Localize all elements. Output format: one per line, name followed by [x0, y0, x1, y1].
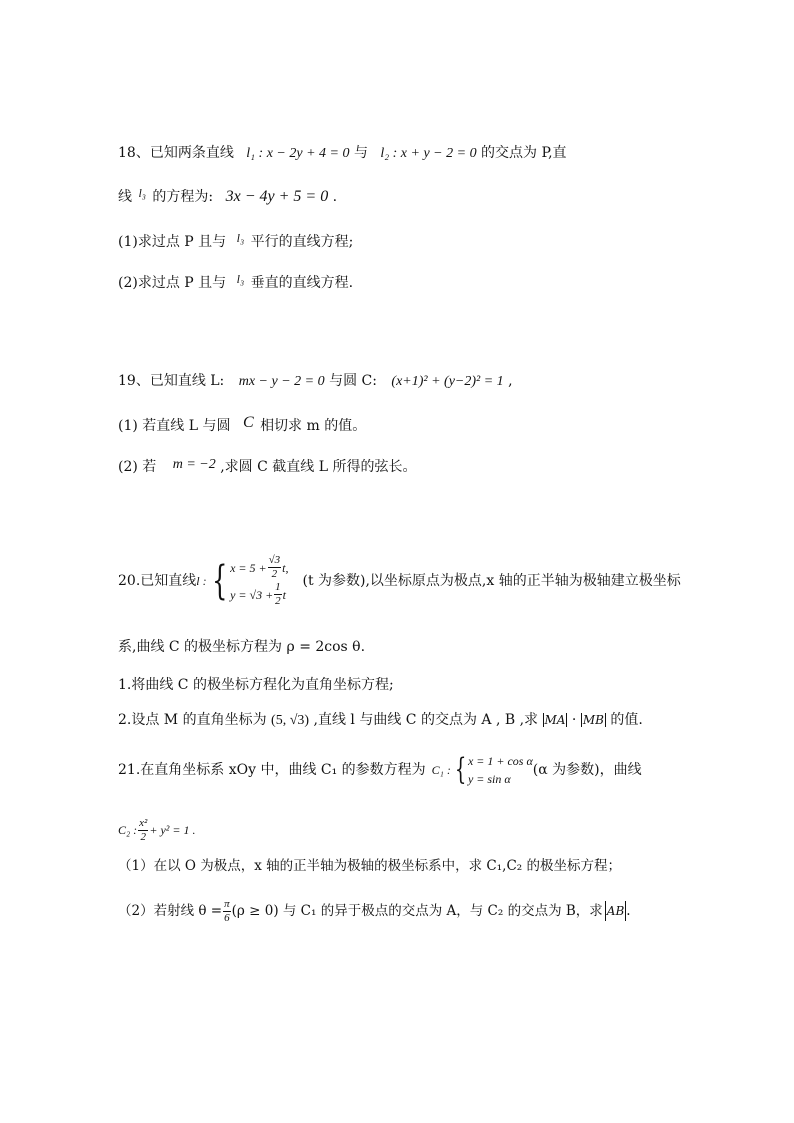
q18-p1-a: (1)求过点 P 且与: [118, 234, 227, 250]
q20-part-2: [118, 710, 643, 731]
q20-eq1-num: √3: [268, 554, 281, 566]
q21-equations: [468, 752, 533, 788]
q21-p2-a: （2）若射线 θ =: [118, 903, 223, 919]
q18-p2-b: 垂直的直线方程.: [250, 275, 354, 291]
q20-equations: [230, 554, 288, 608]
q20-eq1-den: 2: [271, 568, 278, 580]
q18-p1-l3: l₃: [236, 231, 245, 245]
q20-param-text: (t 为参数),以坐标原点为极点,x 轴的正半轴为极轴建立极坐标: [302, 573, 681, 589]
q21-part-1: [118, 856, 621, 876]
q18-l2-equation: l₂ : x + y − 2 = 0: [380, 146, 477, 161]
q20-p1: 1.将曲线 C 的极坐标方程化为直角坐标方程;: [118, 677, 394, 693]
q21-part-2: [118, 893, 631, 929]
q19-end: ,: [508, 373, 513, 389]
q21-c2-num: x²: [139, 816, 148, 829]
q20-l-label: l :: [196, 574, 207, 588]
q21-intro: 21.在直角坐标系 xOy 中，曲线 C₁ 的参数方程为: [118, 762, 426, 778]
q21-line-2: [118, 812, 195, 848]
q21-line-1: [118, 748, 642, 792]
q21-p2-ab: AB: [605, 901, 626, 921]
q20-p2-ma: MA: [544, 713, 566, 727]
q19-line-1: [118, 371, 513, 392]
q18-line2-b: 的方程为:: [152, 189, 214, 205]
q18-intro: 18、已知两条直线: [118, 145, 234, 161]
q18-line2-end: .: [332, 189, 338, 205]
q21-param-text: (α 为参数)，曲线: [532, 762, 642, 778]
q19-p1-c: C: [242, 414, 254, 431]
q18-p2-l3: l₃: [236, 272, 245, 286]
q20-part-1: [118, 675, 394, 695]
q21-brace: {: [454, 752, 467, 787]
q21-p1: （1）在以 O 为极点，x 轴的正半轴为极轴的极坐标系中，求 C₁,C₂ 的极坐标方程；: [118, 858, 621, 874]
q19-circle-equation: (x+1)² + (y−2)² = 1: [391, 374, 504, 389]
q20-p2-a: 2.设点 M 的直角坐标为: [118, 712, 267, 728]
q21-p2-fraction: [223, 898, 231, 925]
q20-eq-y: [230, 581, 288, 608]
q19-part-2: [118, 455, 416, 477]
q20-p2-b: ,直线 l 与曲线 C 的交点为 A , B ,求: [313, 712, 539, 728]
q19-part-1: [118, 413, 366, 436]
q18-line-1: [118, 143, 567, 164]
q20-eq-x: [230, 554, 288, 581]
q21-c1-label: C₁ :: [431, 763, 451, 777]
q20-eq2-fraction: [274, 581, 282, 608]
q20-eq2-den: 2: [275, 595, 281, 607]
q19-p1-b: 相切求 m 的值。: [260, 418, 367, 434]
q18-with: 与: [353, 145, 368, 161]
q20-eq2-num: 1: [275, 581, 281, 593]
q18-p2-a: (2)求过点 P 且与: [118, 275, 227, 291]
q21-p2-den: 6: [224, 911, 230, 924]
q19-with: 与圆 C:: [329, 373, 377, 389]
q18-p1-b: 平行的直线方程;: [250, 234, 354, 250]
q20-eq2-tail: t: [282, 587, 287, 602]
q21-eq-x: x = 1 + cos α: [467, 754, 533, 768]
q21-p2-end: .: [626, 903, 631, 919]
q18-tail: 的交点为 P,直: [481, 145, 567, 161]
q20-line-2: [118, 637, 365, 657]
q19-p2-b: ,求圆 C 截直线 L 所得的弦长。: [220, 459, 417, 475]
q20-intro: 20.已知直线: [118, 573, 197, 589]
q20-parametric-system: [207, 554, 289, 608]
q21-p2-b: (ρ ≥ 0) 与 C₁ 的异于极点的交点为 A，与 C₂ 的交点为 B，求: [231, 903, 603, 919]
q20-eq1-tail: t,: [282, 560, 289, 575]
q20-line-1: [118, 546, 681, 616]
q18-l1-equation: l₁ : x − 2y + 4 = 0: [246, 146, 350, 161]
q21-p2-num: π: [224, 897, 230, 910]
q20-line2: 系,曲线 C 的极坐标方程为 ρ = 2cos θ.: [118, 639, 366, 655]
q20-eq2-lhs: y = √3 +: [230, 587, 274, 602]
q19-line-equation: mx − y − 2 = 0: [238, 374, 325, 389]
q19-p1-a: (1) 若直线 L 与圆: [118, 418, 231, 434]
q18-l3-symbol: l₃: [138, 186, 146, 200]
q20-brace: {: [211, 558, 227, 604]
q20-eq1-lhs: x = 5 +: [230, 560, 267, 575]
q18-line-2: [118, 183, 337, 207]
q18-l3-equation: 3x − 4y + 5 = 0: [225, 188, 329, 205]
q18-part-2: [118, 269, 353, 293]
q20-p2-dot: ·: [571, 712, 577, 728]
q18-line2-a: 线: [118, 189, 132, 205]
q19-intro: 19、已知直线 L:: [118, 373, 225, 389]
q19-p2-a: (2) 若: [118, 459, 157, 475]
q21-c2-fraction: [138, 817, 148, 844]
q21-c2-label: C₂ :: [118, 823, 138, 837]
q20-p2-point: (5, √3): [271, 713, 310, 728]
q21-c2-tail: + y² = 1 .: [149, 823, 196, 837]
q20-eq1-fraction: [268, 554, 282, 581]
q21-eq-y: y = sin α: [467, 772, 511, 786]
q21-parametric-system: [451, 752, 533, 788]
q21-c2-den: 2: [140, 830, 147, 843]
q19-p2-m: m = −2: [172, 457, 216, 472]
q18-part-1: [118, 228, 353, 252]
q20-p2-c: 的值.: [610, 712, 643, 728]
q20-p2-mb: MB: [582, 713, 604, 727]
